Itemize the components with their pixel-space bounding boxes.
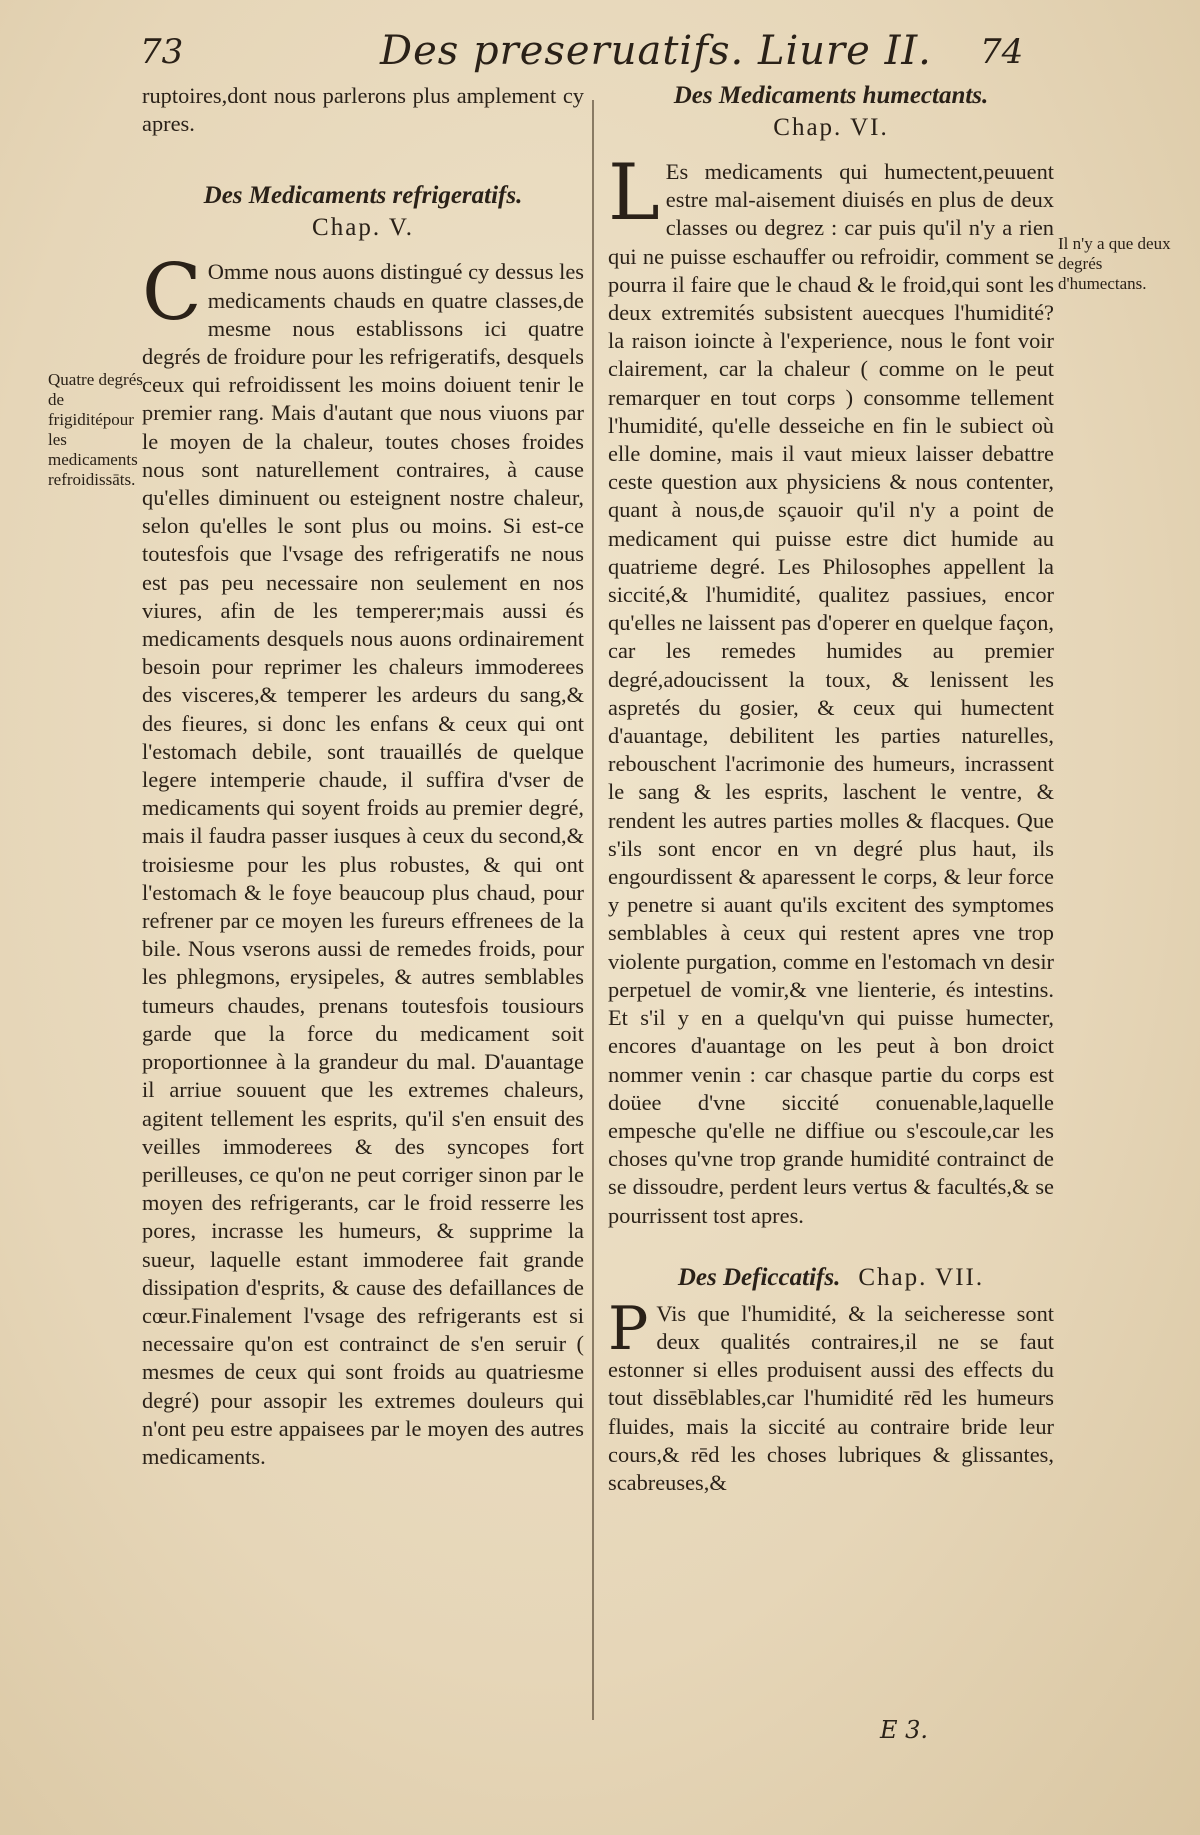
chapter-6-text: Es medicaments qui humectent,peuuent estre mal-aisement diuisés en plus de deux classes ou degrez : car puis qu'il n'y a rien qui ne puisse eschauffer ou refroidir, comment se pourra il faire que le chaud & le froid,qui sont les deux extremités subsistent auecques l'humidité? la raison ioincte à l'experience, nous le font voir clairement, car la chaleur ( comme on le peut remarquer en tout corps ) consomme tellement l'humidité, qu'elle desseiche en fin le subiect où elle domine, mais il vaut mieux laisser debattre ceste question aux physiciens & nous contenter, quant à nous,de sçauoir qu'il n'y a point de medicament qui puisse estre dict humide au quatrieme degré. Les Philosophes appellent la siccité,& l'humidité, qualitez passiues, encor qu'elles ne laissent pas d'operer en quelque façon, car les remedes humides au premier degré,adoucissent la toux, & lenissent les aspretés du gosier, & ceux qui humectent d'auantage, debilitent les parties naturelles, rebouschent l'acrimonie des humeurs, incrassent le sang & les esprits, laschent le ventre, & rendent les autres parties molles & flacques. Que s'ils sont encor en vn degré plus haut, ils engourdissent & aparessent le corps, & leur force y penetre si auant qu'ils excitent des symptomes semblables à ceux qui restent apres vne trop violente purgation, comme en l'estomach vn desir perpetuel de vomir,& vne lienterie, és intestins. Et s'il y en a quelqu'vn qui puisse humecter, encores d'auantage on les peut à bon droict nommer venin : car chasque partie du corps est doüee d'vne siccité conuenable,laquelle empesche qu'elle ne diffiue ou s'escoule,car les choses qu'vne trop grande humidité contrainct de se dissoudre, perdent leurs vertus & facultés,& se pourrissent tost apres. — [608, 159, 1054, 1228]
column-divider — [592, 100, 594, 1720]
left-margin-note: Quatre degrés de frigiditépour les medicaments refroidissāts. — [48, 370, 143, 489]
running-header — [0, 22, 1200, 82]
chapter-6-body — [608, 148, 1054, 1230]
chapter-5-label: Chap. V. — [312, 214, 414, 242]
chapter-6-label: Chap. VI. — [773, 114, 889, 141]
chapter-5-title: Des Medicaments refrigeratifs. — [203, 182, 523, 210]
signature-mark: E 3. — [880, 1716, 929, 1744]
chapter-7-heading — [608, 1264, 1054, 1292]
continuation-text: ruptoires,dont nous parlerons plus amplement cy apres. — [142, 83, 584, 137]
chapter-7-label: Chap. VII. — [858, 1263, 985, 1291]
right-column — [608, 82, 1054, 1497]
drop-cap-c: C — [142, 248, 202, 339]
left-page-number: 73 — [140, 32, 184, 72]
right-page-number: 74 — [980, 32, 1024, 72]
chapter-7-text: Vis que l'humidité, & la seicheresse sont deux qualités contraires,il ne se faut estonner si elles produisent aussi des effects du tout dissēblables,car l'humidité rēd les humeurs fluides, mais la siccité au contraire bride leur cours,& rēd les choses lubriques & glissantes, scabreuses,& — [608, 1300, 1054, 1495]
chapter-5-text: Omme nous auons distingué cy dessus les medicaments chauds en quatre classes,de mesme nous establissons ici quatre degrés de froidure pour les refrigeratifs, desquels ceux qui refroidissent les moins doiuent tenir le premier rang. Mais d'autant que nous viuons par le moyen de la chaleur, toutes choses froides nous sont naturellement contraires, à cause qu'elles diminuent ou esteignent nostre chaleur, selon qu'elles le sont plus ou moins. Si est-ce toutesfois que l'vsage des refrigeratifs ne nous est pas peu necessaire non seulement en nos viures, afin de les temperer;mais aussi és medicaments desquels nous auons ordinairement besoin pour reprimer les chaleurs immoderees des visceres,& temperer les ardeurs du sang,& des fieures, si donc les enfans & ceux qui ont l'estomach debile, sont trauaillés de quelque legere intemperie chaude, il suffira d'vser de medicaments qui soyent froids au premier degré, mais il faudra passer iusques à ceux du second,& troisiesme pour les plus robustes, & qui ont l'estomach & le foye beaucoup plus chaud, pour refrener par ce moyen les fureurs effrenees de la bile. Nous vserons aussi de remedes froids, pour les phlegmons, erysipeles, & autres semblables tumeurs chaudes, prenans toutesfois tousiours garde que la force du medicament soit proportionnee à la grandeur du mal. D'auantage il arriue souuent que les extremes chaleurs, agitent tellement les esprits, qu'il s'en ensuit des veilles immoderees & des syncopes fort perilleuses, ce qu'on ne peut corriger sinon par le moyen des refrigerants, car le froid resserre les pores, incrasse les humeurs, & supprime la sueur, laquelle estant immoderee fait grande dissipation d'esprits, & cause des defaillances de cœur.Finalement l'vsage des refrigerants est si necessaire qu'on est contrainct de s'en seruir ( mesmes de ceux qui sont froids au quatriesme degré) pour assopir les extremes douleurs qui n'ont peu estre appaisees par le moyen des autres medicaments. — [142, 259, 584, 1469]
drop-cap-l: L — [608, 148, 660, 238]
chapter-5-body — [142, 248, 584, 1471]
right-margin-note: Il n'y a que deux degrés d'humectans. — [1058, 234, 1171, 293]
left-column — [142, 82, 584, 1471]
chapter-7-body — [608, 1293, 1054, 1497]
running-title: Des preseruatifs. Liure II. — [380, 28, 932, 74]
chapter-6-title: Des Medicaments humectants. — [673, 82, 989, 109]
drop-cap-p: P — [608, 1293, 649, 1364]
chapter-7-title: Des Deficcatifs. — [677, 1263, 841, 1291]
